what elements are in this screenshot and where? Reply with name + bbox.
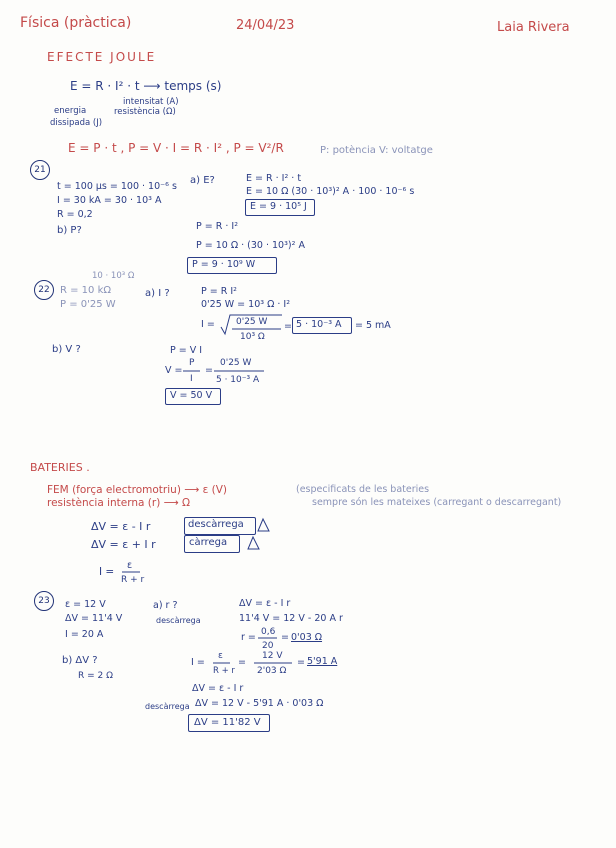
ex22-b-frac2-num: 0'25 W: [220, 358, 252, 368]
bateries-eq3-den: R + r: [121, 575, 145, 585]
ex21-b-result: P = 9 · 10⁹ W: [192, 259, 256, 270]
section-heading-bateries: BATERIES .: [30, 461, 90, 474]
ex23-b-result: 5'91 A: [307, 656, 338, 667]
bateries-eq-carrega: ΔV = ε + I r: [91, 538, 156, 551]
ex22-b-line: P = V I: [170, 345, 203, 356]
ex22-question-a: a) I ?: [145, 288, 170, 299]
bateries-note-1: (especificats de les bateries: [296, 484, 430, 495]
ex21-data-r: R = 0,2: [57, 209, 93, 220]
ex22-b-frac1-den: I: [190, 374, 193, 384]
ex23-b-mid: =: [238, 657, 246, 668]
ex21-a-line-2: E = 10 Ω (30 · 10³)² A · 100 · 10⁻⁶ s: [246, 186, 415, 197]
ex23-a-line-1: ΔV = ε - I r: [239, 598, 291, 609]
ex21-data-t: t = 100 µs = 100 · 10⁻⁶ s: [57, 181, 177, 192]
ex23-data-i: I = 20 A: [65, 629, 104, 640]
ex23-b-eq2: =: [297, 657, 305, 668]
bateries-eq3-num: ε: [127, 560, 133, 571]
ex23-a-frac-num: 0,6: [261, 627, 276, 637]
bateries-fem: FEM (força electromotriu) ⟶ ε (V): [47, 484, 228, 496]
ex22-a-sqrt-den: 10³ Ω: [240, 332, 265, 342]
bateries-label-descarrega: descàrrega: [188, 519, 244, 530]
ex23-a-frac-den: 20: [262, 641, 274, 651]
ex21-question-b: b) P?: [57, 225, 82, 236]
ex21-b-line-1: P = R · I²: [196, 221, 238, 232]
bateries-note-2: sempre són les mateixes (carregant o descarregant): [312, 497, 562, 508]
page-date: 24/04/23: [236, 18, 295, 33]
ex21-a-result: E = 9 · 10⁵ J: [250, 201, 307, 212]
exercise-22-number: 22: [38, 285, 50, 295]
ex22-data-p: P = 0'25 W: [60, 299, 116, 310]
ex22-a-boxed-value: 5 · 10⁻³ A: [296, 319, 342, 330]
joule-formula: E = R · I² · t ⟶ temps (s): [70, 79, 222, 93]
ex23-b-frac-num: ε: [218, 651, 223, 661]
ex22-a-i-label: I =: [201, 319, 215, 330]
ex22-a-tail: = 5 mA: [355, 320, 391, 331]
ex22-b-frac1-num: P: [189, 358, 195, 368]
ex23-b-i: I =: [191, 657, 205, 668]
ex23-a-result: 0'03 Ω: [291, 632, 323, 643]
ex22-b-v: V =: [165, 365, 183, 376]
exercise-23-number: 23: [38, 596, 50, 606]
joule-label-resistencia: resistència (Ω): [114, 107, 176, 117]
ex23-question-b: b) ΔV ?: [62, 655, 98, 666]
bateries-eq-descarrega: ΔV = ε - I r: [91, 520, 151, 533]
page-title: Física (pràctica): [20, 15, 132, 31]
ex22-data-r: R = 10 kΩ: [60, 285, 112, 296]
bateries-eq3-lhs: I =: [99, 566, 115, 578]
bateries-rint: resistència interna (r) ⟶ Ω: [47, 497, 191, 509]
ex23-b-frac-den: R + r: [213, 666, 235, 676]
ex23-b-eq-line-2: ΔV = 12 V - 5'91 A · 0'03 Ω: [195, 698, 324, 709]
section-heading-efecte-joule: EFECTE JOULE: [47, 50, 157, 64]
ex23-a-line-2: 11'4 V = 12 V - 20 A r: [239, 613, 343, 624]
joule-legend: P: potència V: voltatge: [320, 145, 433, 156]
ex22-a-sqrt-num: 0'25 W: [236, 317, 268, 327]
ex23-data-dv: ΔV = 11'4 V: [65, 613, 123, 624]
ex22-b-eq: =: [205, 365, 213, 376]
bateries-label-carrega: càrrega: [189, 537, 228, 548]
ex23-question-b-sub: R = 2 Ω: [78, 671, 113, 681]
joule-label-intensitat: intensitat (A): [123, 97, 179, 107]
joule-label-energia: energia: [54, 106, 87, 116]
ex21-b-line-2: P = 10 Ω · (30 · 10³)² A: [196, 240, 305, 251]
ex23-b-final: ΔV = 11'82 V: [194, 717, 261, 728]
ex23-a-frac-lhs: r =: [241, 632, 256, 643]
ex23-b-label: descàrrega: [145, 702, 190, 711]
ex21-data-i: I = 30 kA = 30 · 10³ A: [57, 195, 162, 206]
ex22-question-b: b) V ?: [52, 344, 81, 355]
ex23-a-eq: =: [281, 632, 289, 643]
ex22-a-line-2: 0'25 W = 10³ Ω · I²: [201, 299, 291, 310]
ex21-question-a: a) E?: [190, 175, 215, 186]
ex22-b-result: V = 50 V: [170, 390, 213, 401]
joule-label-dissipada: dissipada (J): [50, 118, 103, 128]
ex23-b-eq-line-1: ΔV = ε - I r: [192, 683, 244, 694]
ex21-a-line-1: E = R · I² · t: [246, 173, 302, 184]
ex22-a-line-1: P = R I²: [201, 286, 237, 297]
exercise-21-number: 21: [34, 165, 46, 175]
page-author: Laia Rivera: [497, 20, 570, 35]
ex23-b-frac2-num: 12 V: [262, 651, 283, 661]
ex23-question-a-sub: descàrrega: [156, 616, 201, 625]
ex22-extra: 10 · 10³ Ω: [92, 271, 135, 281]
ex22-a-equals: =: [284, 321, 292, 332]
ex23-b-frac2-den: 2'03 Ω: [257, 666, 287, 676]
ex23-question-a: a) r ?: [153, 600, 178, 611]
joule-relations: E = P · t , P = V · I = R · I² , P = V²/R: [68, 141, 284, 155]
ex23-data-e: ε = 12 V: [65, 599, 106, 610]
ex22-b-frac2-den: 5 · 10⁻³ A: [216, 375, 260, 385]
